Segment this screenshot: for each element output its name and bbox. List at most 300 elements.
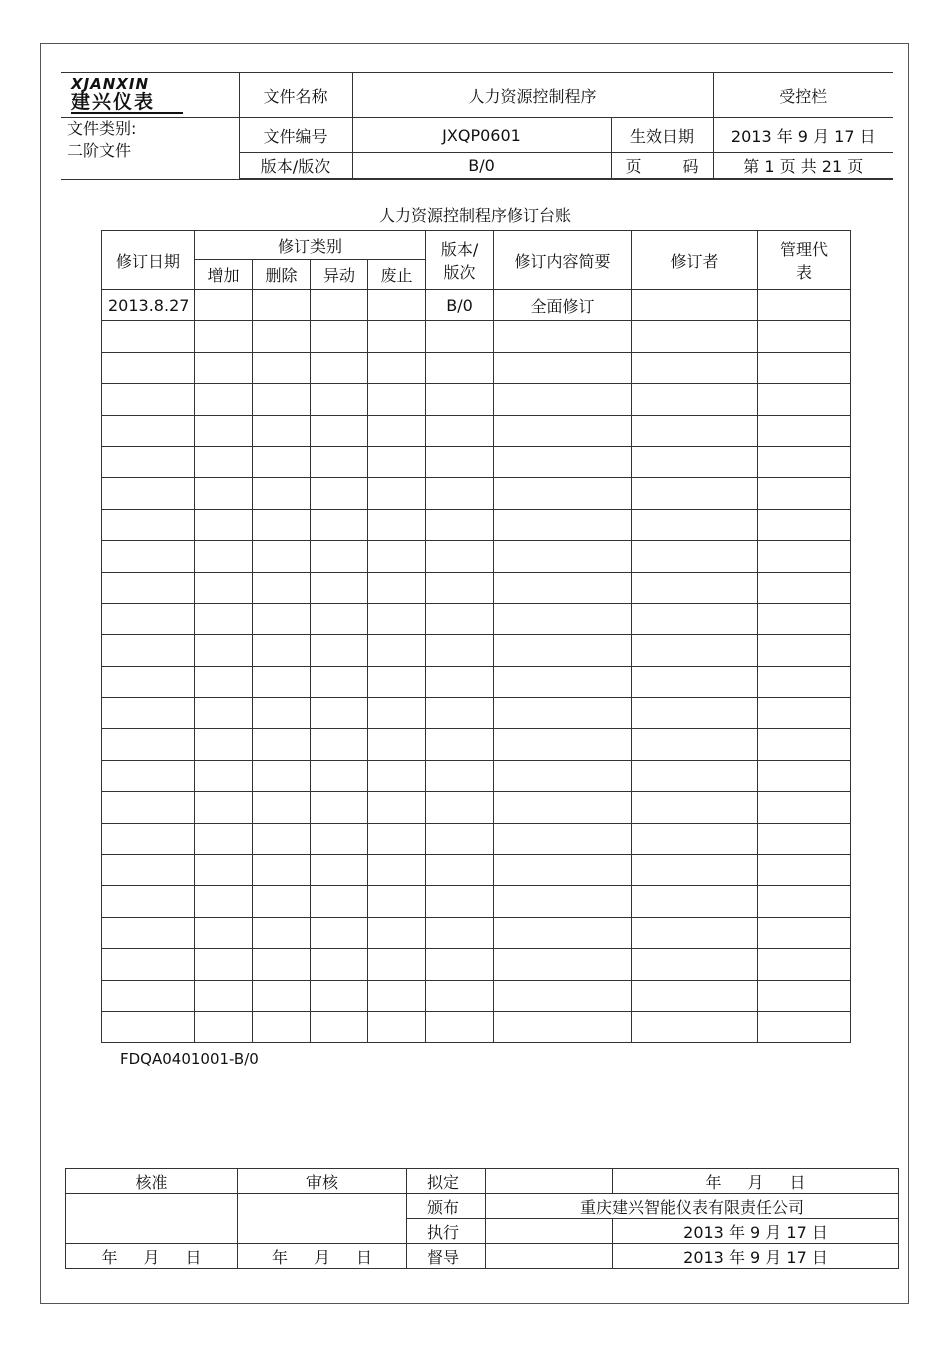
row-summary xyxy=(494,446,632,477)
row-abolish xyxy=(368,792,426,823)
row-delete xyxy=(253,698,311,729)
row-delete xyxy=(253,541,311,572)
table-row xyxy=(102,509,851,540)
row-date xyxy=(102,855,195,886)
row-management-rep xyxy=(758,1011,851,1042)
row-management-rep xyxy=(758,321,851,352)
review-month: 月 xyxy=(313,1247,330,1267)
row-summary xyxy=(494,541,632,572)
table-row xyxy=(102,635,851,666)
approve-day: 日 xyxy=(185,1247,202,1267)
row-change xyxy=(311,603,368,634)
row-abolish xyxy=(368,321,426,352)
row-change xyxy=(311,478,368,509)
table-row xyxy=(102,980,851,1011)
row-management-rep xyxy=(758,855,851,886)
logo-english: XJANXIN xyxy=(71,75,150,93)
execute-signer xyxy=(486,1219,613,1244)
row-version xyxy=(426,698,494,729)
row-summary xyxy=(494,666,632,697)
row-add xyxy=(195,352,253,383)
row-reviser xyxy=(632,446,758,477)
supervise-date: 2013 年 9 月 17 日 xyxy=(613,1244,899,1269)
review-label: 审核 xyxy=(238,1169,407,1194)
table-row xyxy=(102,384,851,415)
table-row xyxy=(102,917,851,948)
execute-label: 执行 xyxy=(407,1219,486,1244)
row-change xyxy=(311,792,368,823)
col-reviser: 修订者 xyxy=(632,231,758,290)
draft-year: 年 xyxy=(705,1172,722,1192)
row-reviser xyxy=(632,980,758,1011)
table-row xyxy=(102,541,851,572)
row-abolish xyxy=(368,603,426,634)
row-abolish xyxy=(368,980,426,1011)
row-date xyxy=(102,760,195,791)
table-row xyxy=(102,823,851,854)
row-date xyxy=(102,478,195,509)
row-management-rep xyxy=(758,509,851,540)
draft-month: 月 xyxy=(747,1172,764,1192)
row-management-rep xyxy=(758,917,851,948)
draft-date xyxy=(613,1169,899,1194)
row-abolish xyxy=(368,509,426,540)
table-row xyxy=(102,886,851,917)
row-management-rep xyxy=(758,478,851,509)
row-version xyxy=(426,384,494,415)
execute-date: 2013 年 9 月 17 日 xyxy=(613,1219,899,1244)
row-reviser xyxy=(632,760,758,791)
review-day: 日 xyxy=(356,1247,373,1267)
row-abolish xyxy=(368,541,426,572)
doc-name-label: 文件名称 xyxy=(239,73,352,118)
row-summary xyxy=(494,635,632,666)
row-reviser xyxy=(632,478,758,509)
row-abolish xyxy=(368,760,426,791)
col-add: 增加 xyxy=(195,260,253,290)
row-abolish xyxy=(368,384,426,415)
col-summary: 修订内容简要 xyxy=(494,231,632,290)
row-add xyxy=(195,698,253,729)
row-summary: 全面修订 xyxy=(494,290,632,321)
row-change xyxy=(311,760,368,791)
row-management-rep xyxy=(758,603,851,634)
row-summary xyxy=(494,855,632,886)
doc-no-label: 文件编号 xyxy=(239,118,352,153)
row-summary xyxy=(494,792,632,823)
row-change xyxy=(311,541,368,572)
table-row xyxy=(102,572,851,603)
row-change xyxy=(311,980,368,1011)
row-delete xyxy=(253,603,311,634)
row-add xyxy=(195,949,253,980)
row-delete xyxy=(253,635,311,666)
row-add xyxy=(195,886,253,917)
row-date xyxy=(102,603,195,634)
approval-table xyxy=(65,1168,899,1269)
row-change xyxy=(311,572,368,603)
row-change xyxy=(311,855,368,886)
col-abolish: 废止 xyxy=(368,260,426,290)
row-add xyxy=(195,415,253,446)
row-summary xyxy=(494,352,632,383)
row-reviser xyxy=(632,698,758,729)
issuing-company: 重庆建兴智能仪表有限责任公司 xyxy=(486,1194,899,1219)
row-change xyxy=(311,509,368,540)
row-change xyxy=(311,917,368,948)
row-management-rep xyxy=(758,823,851,854)
row-version xyxy=(426,760,494,791)
row-reviser xyxy=(632,352,758,383)
approve-label: 核准 xyxy=(66,1169,238,1194)
row-change xyxy=(311,949,368,980)
row-version xyxy=(426,980,494,1011)
row-abolish xyxy=(368,855,426,886)
row-change xyxy=(311,384,368,415)
row-delete xyxy=(253,855,311,886)
table-row xyxy=(102,949,851,980)
row-date xyxy=(102,729,195,760)
row-add xyxy=(195,666,253,697)
effective-label: 生效日期 xyxy=(611,118,713,153)
row-management-rep xyxy=(758,980,851,1011)
row-add xyxy=(195,823,253,854)
approve-signature xyxy=(66,1194,238,1244)
col-delete: 删除 xyxy=(253,260,311,290)
page-label-b: 码 xyxy=(682,157,699,176)
row-add xyxy=(195,321,253,352)
row-reviser xyxy=(632,949,758,980)
row-date xyxy=(102,698,195,729)
row-date xyxy=(102,949,195,980)
row-reviser xyxy=(632,792,758,823)
doc-category-value: 二阶文件 xyxy=(67,141,132,160)
review-signature xyxy=(238,1194,407,1244)
approve-month: 月 xyxy=(143,1247,160,1267)
row-date xyxy=(102,666,195,697)
col-management-rep xyxy=(758,231,851,290)
row-abolish xyxy=(368,666,426,697)
row-summary xyxy=(494,321,632,352)
row-change xyxy=(311,1011,368,1042)
row-abolish xyxy=(368,917,426,948)
row-delete xyxy=(253,886,311,917)
row-version xyxy=(426,603,494,634)
approve-year: 年 xyxy=(101,1247,118,1267)
col-rep-b: 表 xyxy=(796,263,813,282)
row-summary xyxy=(494,384,632,415)
table-row xyxy=(102,352,851,383)
row-abolish xyxy=(368,446,426,477)
row-date xyxy=(102,384,195,415)
row-management-rep xyxy=(758,352,851,383)
version-label: 版本/版次 xyxy=(239,153,352,180)
table-row xyxy=(102,855,851,886)
row-delete xyxy=(253,509,311,540)
row-abolish xyxy=(368,635,426,666)
row-reviser xyxy=(632,509,758,540)
row-abolish xyxy=(368,886,426,917)
row-date xyxy=(102,823,195,854)
row-management-rep xyxy=(758,635,851,666)
row-change xyxy=(311,886,368,917)
row-delete xyxy=(253,415,311,446)
row-add xyxy=(195,760,253,791)
row-abolish xyxy=(368,698,426,729)
row-abolish xyxy=(368,415,426,446)
row-version xyxy=(426,886,494,917)
draft-day: 日 xyxy=(789,1172,806,1192)
row-delete xyxy=(253,666,311,697)
table-row xyxy=(102,666,851,697)
row-abolish xyxy=(368,729,426,760)
row-delete xyxy=(253,572,311,603)
row-delete xyxy=(253,823,311,854)
row-summary xyxy=(494,478,632,509)
col-rep-a: 管理代 xyxy=(780,240,829,259)
row-version xyxy=(426,352,494,383)
row-delete xyxy=(253,446,311,477)
supervise-label: 督导 xyxy=(407,1244,486,1269)
draft-label: 拟定 xyxy=(407,1169,486,1194)
row-management-rep xyxy=(758,415,851,446)
row-date xyxy=(102,541,195,572)
row-version xyxy=(426,446,494,477)
row-delete xyxy=(253,729,311,760)
row-add xyxy=(195,729,253,760)
row-management-rep xyxy=(758,886,851,917)
table-row xyxy=(102,760,851,791)
table-row xyxy=(102,792,851,823)
row-change xyxy=(311,415,368,446)
row-version xyxy=(426,949,494,980)
form-code: FDQA0401001-B/0 xyxy=(120,1050,259,1068)
row-change xyxy=(311,729,368,760)
doc-category-label: 文件类别: xyxy=(67,119,137,138)
row-version xyxy=(426,917,494,948)
document-header xyxy=(61,72,893,180)
row-reviser xyxy=(632,666,758,697)
review-year: 年 xyxy=(271,1247,288,1267)
row-delete xyxy=(253,792,311,823)
row-add xyxy=(195,917,253,948)
row-change xyxy=(311,666,368,697)
row-version xyxy=(426,572,494,603)
controlled-label: 受控栏 xyxy=(713,73,893,118)
row-add xyxy=(195,446,253,477)
page-info: 第 1 页 共 21 页 xyxy=(713,153,893,180)
row-date xyxy=(102,980,195,1011)
effective-date: 2013 年 9 月 17 日 xyxy=(713,118,893,153)
row-reviser xyxy=(632,290,758,321)
table-row xyxy=(102,1011,851,1042)
version-value: B/0 xyxy=(352,153,611,180)
row-date xyxy=(102,917,195,948)
revision-ledger-table xyxy=(101,230,851,1043)
row-date xyxy=(102,1011,195,1042)
row-date xyxy=(102,886,195,917)
row-management-rep xyxy=(758,290,851,321)
row-date xyxy=(102,635,195,666)
col-date: 修订日期 xyxy=(102,231,195,290)
col-change: 异动 xyxy=(311,260,368,290)
col-version xyxy=(426,231,494,290)
row-abolish xyxy=(368,478,426,509)
row-reviser xyxy=(632,855,758,886)
row-management-rep xyxy=(758,698,851,729)
row-reviser xyxy=(632,886,758,917)
row-version xyxy=(426,823,494,854)
row-summary xyxy=(494,509,632,540)
row-reviser xyxy=(632,729,758,760)
row-summary xyxy=(494,1011,632,1042)
row-delete xyxy=(253,949,311,980)
row-summary xyxy=(494,603,632,634)
row-date xyxy=(102,321,195,352)
row-version xyxy=(426,635,494,666)
table-row xyxy=(102,415,851,446)
row-add xyxy=(195,603,253,634)
row-reviser xyxy=(632,917,758,948)
row-add xyxy=(195,792,253,823)
row-add xyxy=(195,572,253,603)
row-abolish xyxy=(368,949,426,980)
row-abolish xyxy=(368,572,426,603)
row-summary xyxy=(494,729,632,760)
row-abolish xyxy=(368,290,426,321)
row-version xyxy=(426,415,494,446)
row-change xyxy=(311,823,368,854)
row-version xyxy=(426,321,494,352)
row-summary xyxy=(494,698,632,729)
row-version xyxy=(426,1011,494,1042)
doc-category xyxy=(61,118,239,180)
row-add xyxy=(195,635,253,666)
row-change xyxy=(311,446,368,477)
row-reviser xyxy=(632,1011,758,1042)
row-management-rep xyxy=(758,572,851,603)
row-abolish xyxy=(368,352,426,383)
row-add xyxy=(195,1011,253,1042)
col-version-a: 版本/ xyxy=(440,240,479,259)
row-reviser xyxy=(632,415,758,446)
row-delete xyxy=(253,1011,311,1042)
row-management-rep xyxy=(758,949,851,980)
row-version xyxy=(426,509,494,540)
page-label-a: 页 xyxy=(625,157,642,176)
table-row xyxy=(102,446,851,477)
row-change xyxy=(311,290,368,321)
doc-name: 人力资源控制程序 xyxy=(352,73,713,118)
row-change xyxy=(311,352,368,383)
row-management-rep xyxy=(758,384,851,415)
table-row xyxy=(102,729,851,760)
table-row xyxy=(102,290,851,321)
row-reviser xyxy=(632,384,758,415)
row-change xyxy=(311,321,368,352)
row-add xyxy=(195,384,253,415)
row-add xyxy=(195,509,253,540)
issue-label: 颁布 xyxy=(407,1194,486,1219)
ledger-title: 人力资源控制程序修订台账 xyxy=(378,206,571,225)
draft-signer xyxy=(486,1169,613,1194)
row-management-rep xyxy=(758,541,851,572)
row-date xyxy=(102,572,195,603)
row-add xyxy=(195,478,253,509)
row-reviser xyxy=(632,541,758,572)
row-summary xyxy=(494,886,632,917)
supervise-signer xyxy=(486,1244,613,1269)
row-abolish xyxy=(368,823,426,854)
row-add xyxy=(195,980,253,1011)
row-delete xyxy=(253,352,311,383)
approve-date xyxy=(66,1244,238,1269)
row-summary xyxy=(494,823,632,854)
row-version: B/0 xyxy=(426,290,494,321)
row-management-rep xyxy=(758,666,851,697)
row-version xyxy=(426,478,494,509)
row-delete xyxy=(253,290,311,321)
row-delete xyxy=(253,917,311,948)
col-type: 修订类别 xyxy=(195,231,426,260)
logo-chinese: 建兴仪表 xyxy=(71,92,183,114)
row-summary xyxy=(494,760,632,791)
row-date: 2013.8.27 xyxy=(102,290,195,321)
row-delete xyxy=(253,478,311,509)
row-summary xyxy=(494,980,632,1011)
table-row xyxy=(102,321,851,352)
row-summary xyxy=(494,415,632,446)
review-date xyxy=(238,1244,407,1269)
row-version xyxy=(426,541,494,572)
row-version xyxy=(426,666,494,697)
row-add xyxy=(195,541,253,572)
doc-no: JXQP0601 xyxy=(352,118,611,153)
row-delete xyxy=(253,980,311,1011)
row-reviser xyxy=(632,823,758,854)
row-delete xyxy=(253,384,311,415)
row-summary xyxy=(494,917,632,948)
row-delete xyxy=(253,321,311,352)
company-logo xyxy=(61,73,239,118)
table-row xyxy=(102,478,851,509)
row-abolish xyxy=(368,1011,426,1042)
row-management-rep xyxy=(758,760,851,791)
page-label xyxy=(611,153,713,180)
row-add xyxy=(195,855,253,886)
row-delete xyxy=(253,760,311,791)
row-date xyxy=(102,352,195,383)
row-change xyxy=(311,698,368,729)
row-version xyxy=(426,855,494,886)
table-row xyxy=(102,603,851,634)
row-management-rep xyxy=(758,729,851,760)
row-date xyxy=(102,415,195,446)
row-date xyxy=(102,446,195,477)
row-reviser xyxy=(632,603,758,634)
row-summary xyxy=(494,572,632,603)
row-management-rep xyxy=(758,792,851,823)
row-change xyxy=(311,635,368,666)
row-reviser xyxy=(632,572,758,603)
row-add xyxy=(195,290,253,321)
row-summary xyxy=(494,949,632,980)
table-row xyxy=(102,698,851,729)
row-version xyxy=(426,792,494,823)
row-reviser xyxy=(632,321,758,352)
row-reviser xyxy=(632,635,758,666)
row-date xyxy=(102,509,195,540)
